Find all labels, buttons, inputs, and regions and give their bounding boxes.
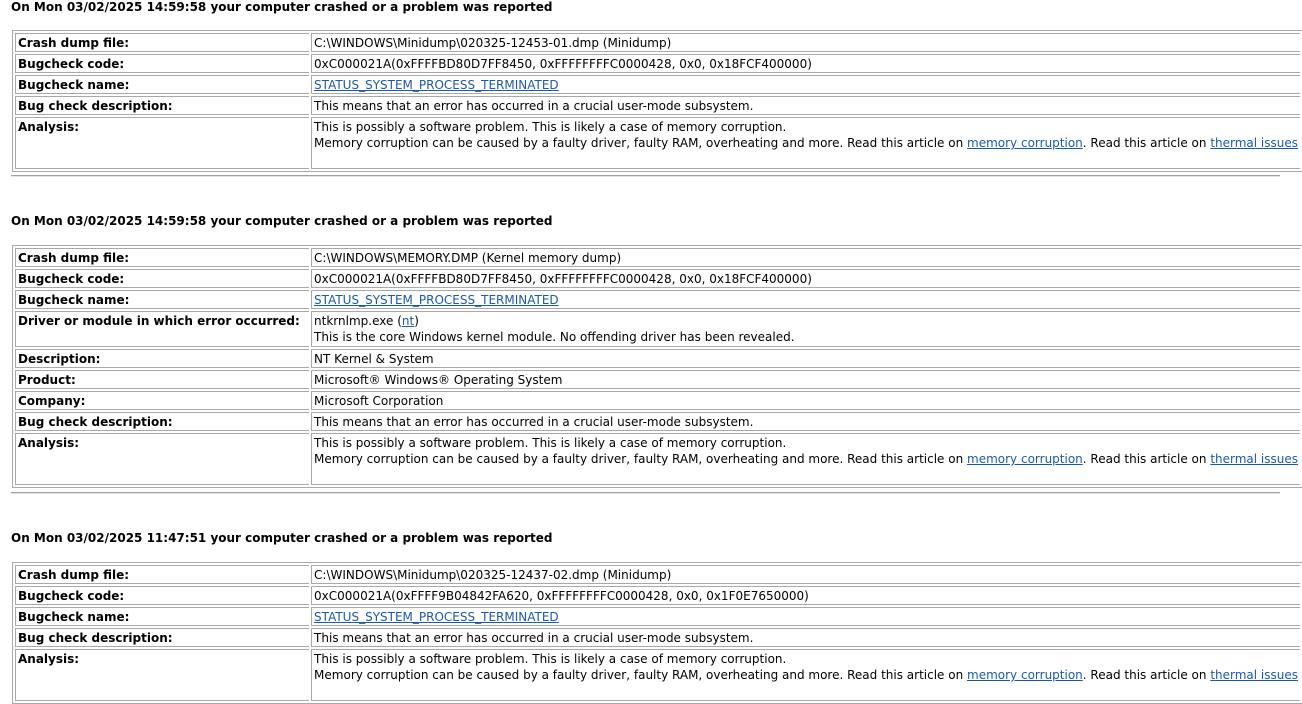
table-row <box>15 311 1300 347</box>
crash-dump-value: C:\WINDOWS\Minidump\020325-12437-02.dmp (Minidump) <box>311 565 1300 584</box>
bugcheck-code-value: 0xC000021A(0xFFFF9B04842FA620, 0xFFFFFFFFC0000428, 0x0, 0x1F0E7650000) <box>311 586 1300 605</box>
crash-dump-label: Crash dump file: <box>15 248 309 267</box>
report-3-heading: On Mon 03/02/2025 11:47:51 your computer crashed or a problem was reported <box>11 531 553 545</box>
table-row <box>15 54 1300 73</box>
report-3-table <box>12 562 1302 704</box>
bug-check-description-label: Bug check description: <box>15 412 309 431</box>
bugcheck-name-label: Bugcheck name: <box>15 290 309 309</box>
driver-nt-link[interactable]: nt <box>401 314 415 328</box>
crash-dump-value: C:\WINDOWS\MEMORY.DMP (Kernel memory dump) <box>311 248 1300 267</box>
bugcheck-code-label: Bugcheck code: <box>15 269 309 288</box>
table-row <box>15 391 1300 410</box>
table-row <box>15 607 1300 626</box>
bugcheck-name-label: Bugcheck name: <box>15 75 309 94</box>
bug-check-description-label: Bug check description: <box>15 628 309 647</box>
report-1-heading: On Mon 03/02/2025 14:59:58 your computer crashed or a problem was reported <box>11 0 553 14</box>
analysis-value <box>311 649 1300 701</box>
bug-check-description-label: Bug check description: <box>15 96 309 115</box>
analysis-text: Memory corruption can be caused by a faulty driver, faulty RAM, overheating and more. Read this article on <box>314 136 968 150</box>
crash-dump-label: Crash dump file: <box>15 33 309 52</box>
bugcheck-name-link[interactable]: STATUS_SYSTEM_PROCESS_TERMINATED <box>314 78 559 92</box>
analysis-text: Memory corruption can be caused by a faulty driver, faulty RAM, overheating and more. Read this article on <box>314 452 968 466</box>
description-label: Description: <box>15 349 309 368</box>
driver-module-value <box>311 311 1300 347</box>
table-row <box>15 290 1300 309</box>
analysis-label: Analysis: <box>15 117 309 169</box>
table-row <box>15 96 1300 115</box>
analysis-label: Analysis: <box>15 649 309 701</box>
analysis-text: . Read this article on <box>1082 136 1211 150</box>
driver-text: ntkrnlmp.exe ( <box>314 314 402 328</box>
bugcheck-name-cell <box>311 75 1300 94</box>
description-value: NT Kernel & System <box>311 349 1300 368</box>
analysis-line-2 <box>314 667 1298 683</box>
report-1-table <box>12 30 1302 172</box>
thermal-issues-link[interactable]: thermal issues <box>1210 668 1298 682</box>
thermal-issues-link[interactable]: thermal issues <box>1210 452 1298 466</box>
crash-dump-value: C:\WINDOWS\Minidump\020325-12453-01.dmp (Minidump) <box>311 33 1300 52</box>
analysis-value <box>311 117 1300 169</box>
analysis-label: Analysis: <box>15 433 309 485</box>
analysis-line-1: This is possibly a software problem. This is likely a case of memory corruption. <box>314 120 787 134</box>
table-row <box>15 628 1300 647</box>
table-row <box>15 248 1300 267</box>
company-label: Company: <box>15 391 309 410</box>
table-row <box>15 412 1300 431</box>
driver-line-1 <box>314 313 1298 329</box>
report-divider <box>11 175 1280 177</box>
bugcheck-name-label: Bugcheck name: <box>15 607 309 626</box>
analysis-text: . Read this article on <box>1082 452 1211 466</box>
table-row <box>15 269 1300 288</box>
table-row <box>15 370 1300 389</box>
table-row <box>15 649 1300 701</box>
bugcheck-code-label: Bugcheck code: <box>15 54 309 73</box>
analysis-value <box>311 433 1300 485</box>
bugcheck-code-value: 0xC000021A(0xFFFFBD80D7FF8450, 0xFFFFFFFFC0000428, 0x0, 0x18FCF400000) <box>311 269 1300 288</box>
report-2-table <box>12 245 1302 488</box>
memory-corruption-link[interactable]: memory corruption <box>967 136 1083 150</box>
table-row <box>15 565 1300 584</box>
company-value: Microsoft Corporation <box>311 391 1300 410</box>
table-row <box>15 349 1300 368</box>
bug-check-description-value: This means that an error has occurred in a crucial user-mode subsystem. <box>311 96 1300 115</box>
analysis-line-2 <box>314 135 1298 151</box>
product-value: Microsoft® Windows® Operating System <box>311 370 1300 389</box>
table-row <box>15 117 1300 169</box>
table-row <box>15 33 1300 52</box>
product-label: Product: <box>15 370 309 389</box>
analysis-text: Memory corruption can be caused by a faulty driver, faulty RAM, overheating and more. Read this article on <box>314 668 968 682</box>
thermal-issues-link[interactable]: thermal issues <box>1210 136 1298 150</box>
bug-check-description-value: This means that an error has occurred in a crucial user-mode subsystem. <box>311 412 1300 431</box>
report-2-heading: On Mon 03/02/2025 14:59:58 your computer crashed or a problem was reported <box>11 214 553 228</box>
memory-corruption-link[interactable]: memory corruption <box>967 668 1083 682</box>
analysis-line-1: This is possibly a software problem. This is likely a case of memory corruption. <box>314 436 787 450</box>
driver-module-label: Driver or module in which error occurred: <box>15 311 309 347</box>
bugcheck-code-value: 0xC000021A(0xFFFFBD80D7FF8450, 0xFFFFFFFFC0000428, 0x0, 0x18FCF400000) <box>311 54 1300 73</box>
memory-corruption-link[interactable]: memory corruption <box>967 452 1083 466</box>
analysis-line-2 <box>314 451 1298 467</box>
analysis-line-1: This is possibly a software problem. This is likely a case of memory corruption. <box>314 652 787 666</box>
table-row <box>15 75 1300 94</box>
bugcheck-name-cell <box>311 290 1300 309</box>
report-divider <box>11 492 1280 494</box>
driver-line-2: This is the core Windows kernel module. No offending driver has been revealed. <box>314 330 795 344</box>
analysis-text: . Read this article on <box>1082 668 1211 682</box>
bugcheck-name-link[interactable]: STATUS_SYSTEM_PROCESS_TERMINATED <box>314 293 559 307</box>
bugcheck-code-label: Bugcheck code: <box>15 586 309 605</box>
bugcheck-name-cell <box>311 607 1300 626</box>
bugcheck-name-link[interactable]: STATUS_SYSTEM_PROCESS_TERMINATED <box>314 610 559 624</box>
table-row <box>15 433 1300 485</box>
bug-check-description-value: This means that an error has occurred in a crucial user-mode subsystem. <box>311 628 1300 647</box>
table-row <box>15 586 1300 605</box>
crash-dump-label: Crash dump file: <box>15 565 309 584</box>
driver-text: ) <box>414 314 419 328</box>
